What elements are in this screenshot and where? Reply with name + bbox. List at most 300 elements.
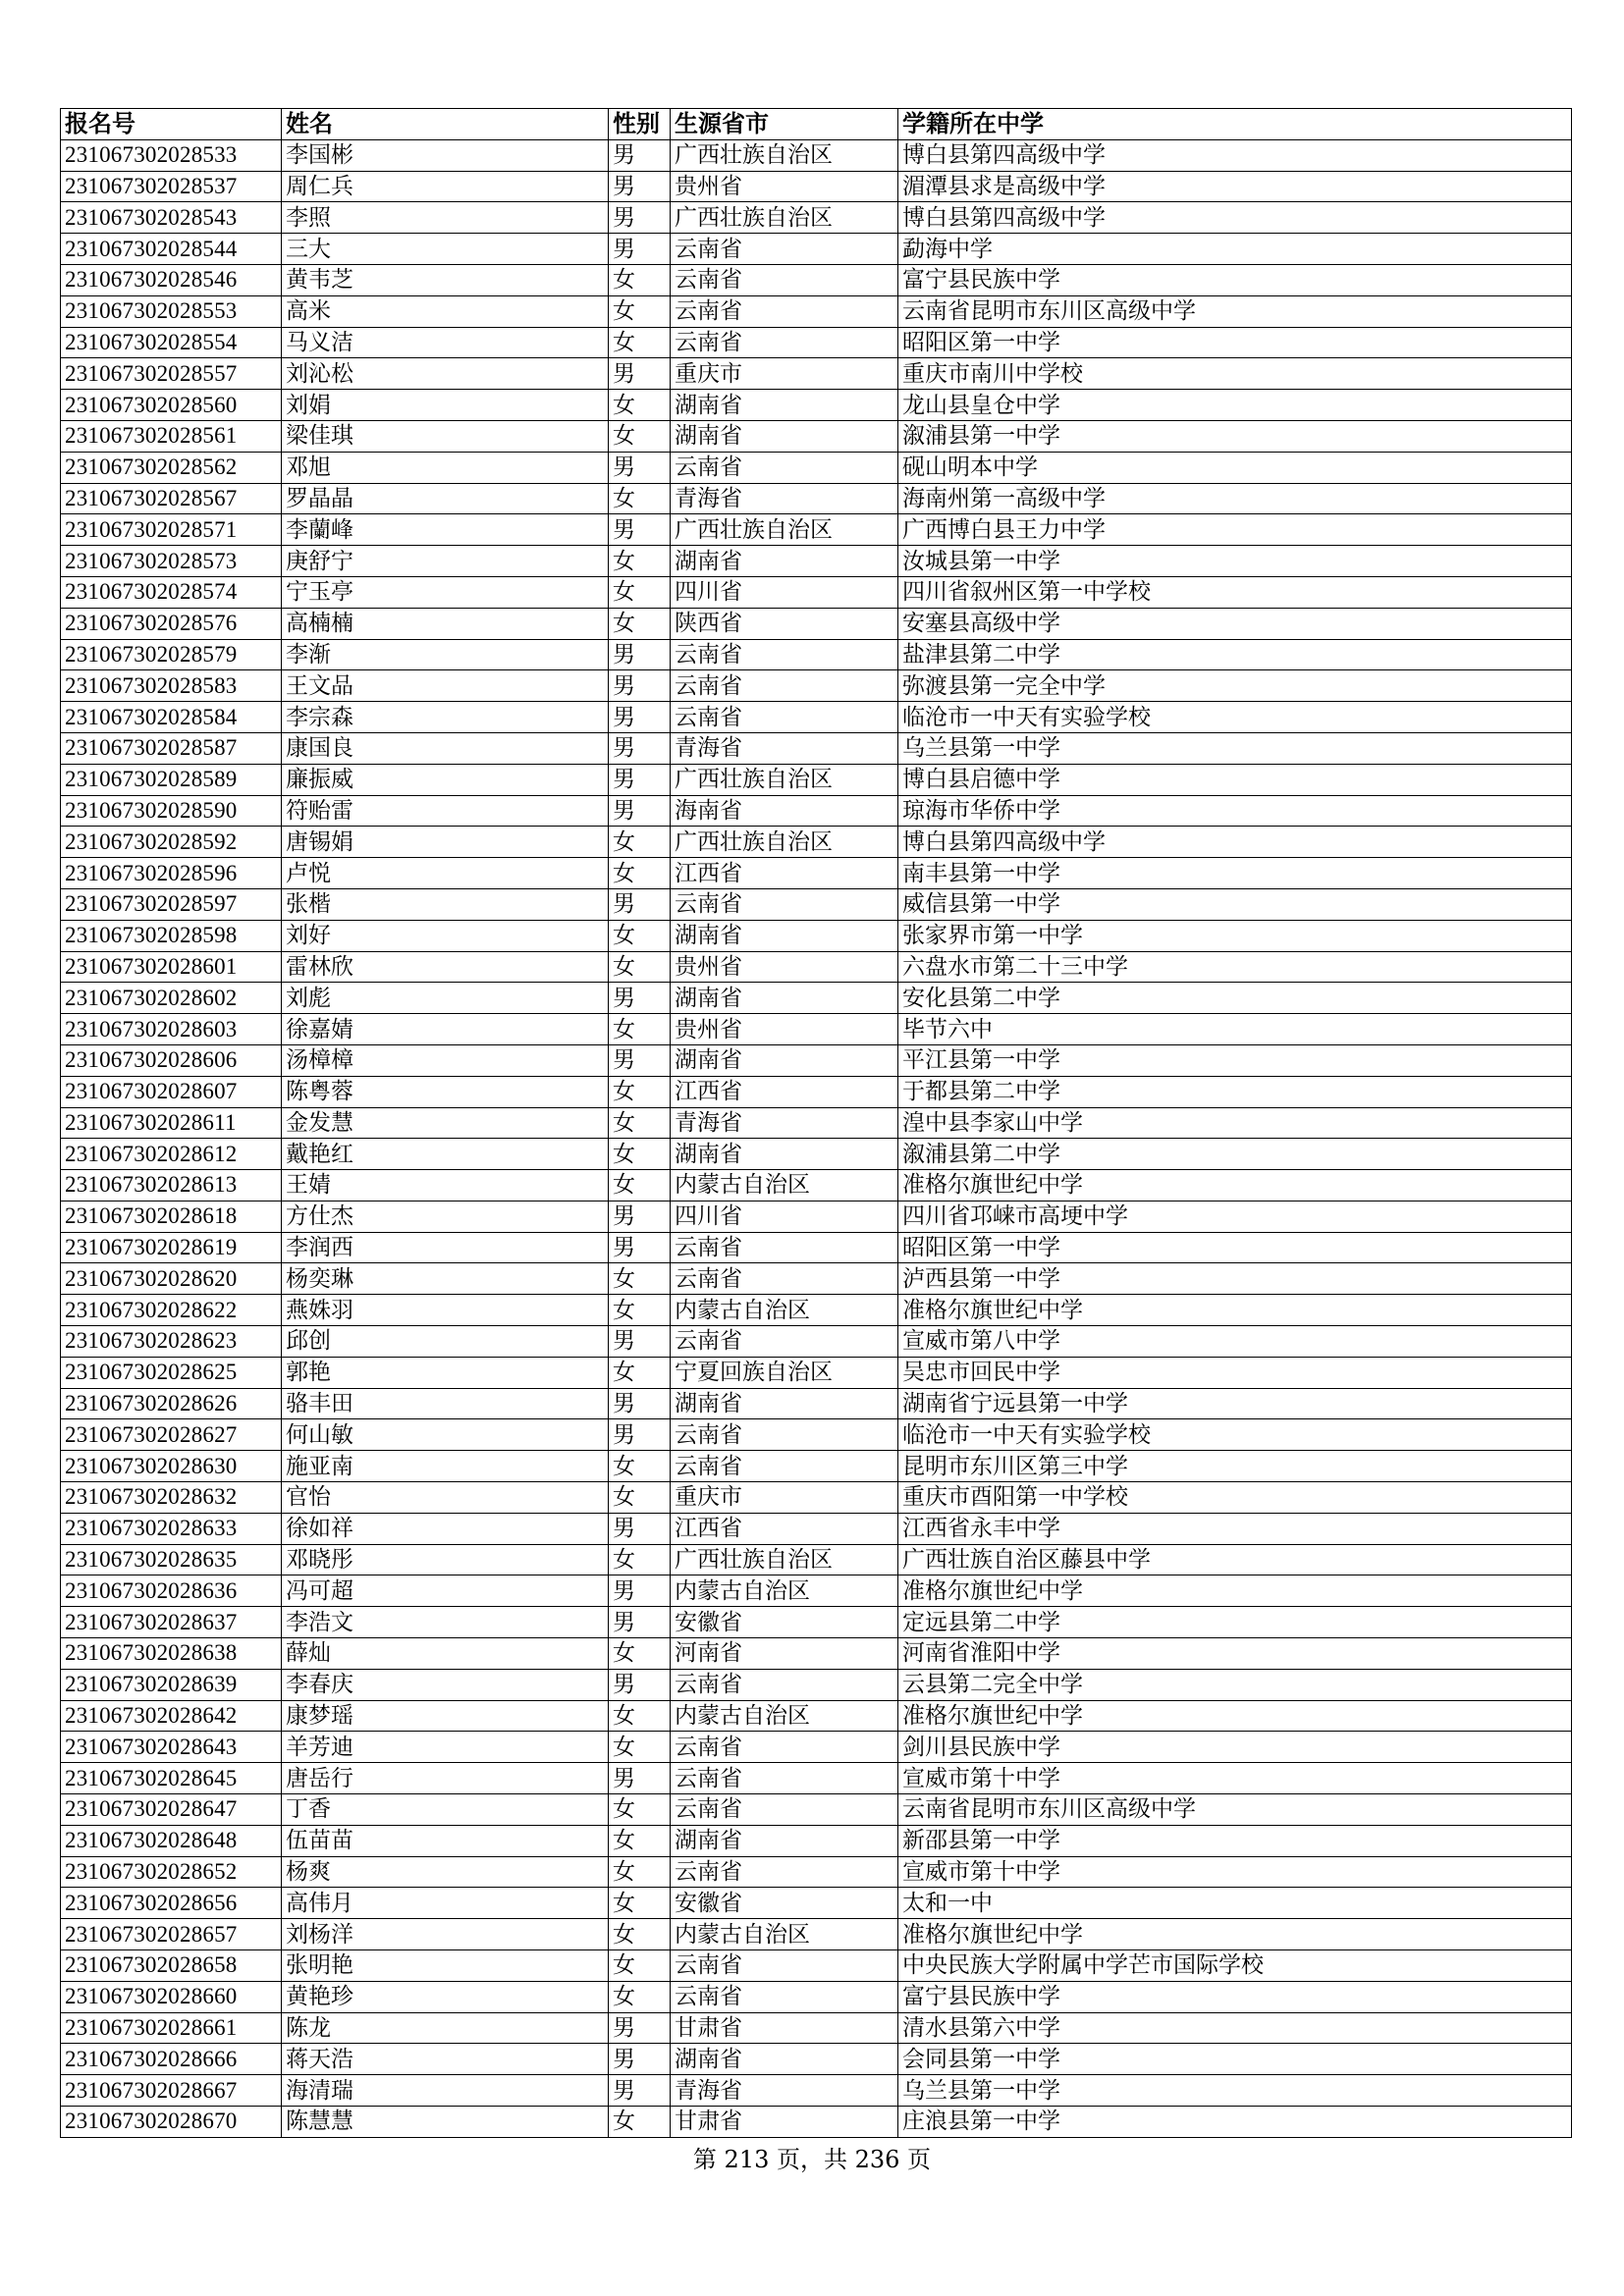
header-origin-province: 生源省市 xyxy=(671,109,898,140)
cell-registration-number: 231067302028561 xyxy=(61,420,282,452)
table-row xyxy=(61,2107,1572,2138)
cell-gender: 女 xyxy=(609,1139,671,1170)
cell-school: 云南省昆明市东川区高级中学 xyxy=(898,1794,1572,1826)
cell-registration-number: 231067302028603 xyxy=(61,1014,282,1045)
table-row xyxy=(61,1888,1572,1919)
cell-school: 海南州第一高级中学 xyxy=(898,483,1572,514)
cell-registration-number: 231067302028562 xyxy=(61,452,282,483)
table-row xyxy=(61,1544,1572,1575)
table-row xyxy=(61,1419,1572,1451)
cell-origin-province: 江西省 xyxy=(671,1513,898,1544)
cell-school: 乌兰县第一中学 xyxy=(898,732,1572,764)
table-row xyxy=(61,1076,1572,1107)
cell-origin-province: 湖南省 xyxy=(671,420,898,452)
cell-school: 云南省昆明市东川区高级中学 xyxy=(898,295,1572,327)
cell-registration-number: 231067302028589 xyxy=(61,764,282,795)
cell-gender: 男 xyxy=(609,1201,671,1232)
cell-gender: 女 xyxy=(609,327,671,358)
cell-origin-province: 四川省 xyxy=(671,1201,898,1232)
cell-registration-number: 231067302028645 xyxy=(61,1763,282,1794)
cell-origin-province: 云南省 xyxy=(671,1326,898,1358)
cell-name: 康梦瑶 xyxy=(282,1700,609,1732)
cell-registration-number: 231067302028553 xyxy=(61,295,282,327)
table-row xyxy=(61,1139,1572,1170)
cell-school: 砚山明本中学 xyxy=(898,452,1572,483)
cell-registration-number: 231067302028630 xyxy=(61,1451,282,1482)
cell-origin-province: 青海省 xyxy=(671,2075,898,2107)
cell-gender: 女 xyxy=(609,1544,671,1575)
cell-origin-province: 湖南省 xyxy=(671,1825,898,1856)
cell-school: 琼海市华侨中学 xyxy=(898,795,1572,827)
cell-name: 李蘭峰 xyxy=(282,514,609,546)
cell-registration-number: 231067302028642 xyxy=(61,1700,282,1732)
cell-origin-province: 内蒙古自治区 xyxy=(671,1700,898,1732)
cell-gender: 女 xyxy=(609,1888,671,1919)
cell-name: 三大 xyxy=(282,234,609,265)
cell-school: 太和一中 xyxy=(898,1888,1572,1919)
cell-origin-province: 广西壮族自治区 xyxy=(671,202,898,234)
cell-registration-number: 231067302028598 xyxy=(61,920,282,951)
cell-gender: 女 xyxy=(609,2107,671,2138)
cell-gender: 男 xyxy=(609,1388,671,1419)
cell-school: 张家界市第一中学 xyxy=(898,920,1572,951)
cell-name: 骆丰田 xyxy=(282,1388,609,1419)
cell-name: 金发慧 xyxy=(282,1107,609,1139)
table-row xyxy=(61,951,1572,983)
cell-school: 河南省淮阳中学 xyxy=(898,1638,1572,1670)
cell-origin-province: 湖南省 xyxy=(671,1139,898,1170)
table-row xyxy=(61,1794,1572,1826)
cell-registration-number: 231067302028666 xyxy=(61,2044,282,2075)
cell-gender: 女 xyxy=(609,390,671,421)
cell-school: 临沧市一中天有实验学校 xyxy=(898,1419,1572,1451)
cell-registration-number: 231067302028622 xyxy=(61,1295,282,1326)
cell-school: 宣威市第八中学 xyxy=(898,1326,1572,1358)
cell-origin-province: 云南省 xyxy=(671,264,898,295)
cell-gender: 女 xyxy=(609,1451,671,1482)
cell-school: 江西省永丰中学 xyxy=(898,1513,1572,1544)
cell-gender: 男 xyxy=(609,1326,671,1358)
cell-gender: 男 xyxy=(609,358,671,390)
cell-origin-province: 广西壮族自治区 xyxy=(671,139,898,171)
cell-origin-province: 广西壮族自治区 xyxy=(671,764,898,795)
cell-school: 四川省叙州区第一中学校 xyxy=(898,576,1572,608)
cell-origin-province: 重庆市 xyxy=(671,1482,898,1514)
table-row xyxy=(61,732,1572,764)
cell-school: 吴忠市回民中学 xyxy=(898,1357,1572,1388)
table-body xyxy=(61,139,1572,2137)
cell-registration-number: 231067302028639 xyxy=(61,1669,282,1700)
cell-origin-province: 湖南省 xyxy=(671,546,898,577)
cell-name: 徐如祥 xyxy=(282,1513,609,1544)
cell-name: 宁玉亭 xyxy=(282,576,609,608)
cell-registration-number: 231067302028632 xyxy=(61,1482,282,1514)
cell-name: 刘沁松 xyxy=(282,358,609,390)
cell-name: 丁香 xyxy=(282,1794,609,1826)
cell-origin-province: 云南省 xyxy=(671,1950,898,1982)
header-school: 学籍所在中学 xyxy=(898,109,1572,140)
cell-name: 杨奕琳 xyxy=(282,1263,609,1295)
cell-origin-province: 广西壮族自治区 xyxy=(671,1544,898,1575)
cell-name: 杨爽 xyxy=(282,1856,609,1888)
cell-school: 准格尔旗世纪中学 xyxy=(898,1170,1572,1201)
cell-origin-province: 青海省 xyxy=(671,1107,898,1139)
cell-gender: 男 xyxy=(609,171,671,202)
cell-name: 官怡 xyxy=(282,1482,609,1514)
table-row xyxy=(61,390,1572,421)
table-row xyxy=(61,1919,1572,1950)
table-row xyxy=(61,2012,1572,2044)
cell-registration-number: 231067302028590 xyxy=(61,795,282,827)
cell-school: 博白县第四高级中学 xyxy=(898,202,1572,234)
table-row xyxy=(61,1326,1572,1358)
cell-school: 乌兰县第一中学 xyxy=(898,2075,1572,2107)
cell-name: 羊芳迪 xyxy=(282,1732,609,1763)
cell-name: 邓晓彤 xyxy=(282,1544,609,1575)
table-row xyxy=(61,1669,1572,1700)
cell-registration-number: 231067302028579 xyxy=(61,639,282,670)
cell-name: 方仕杰 xyxy=(282,1201,609,1232)
table-row xyxy=(61,1295,1572,1326)
cell-gender: 女 xyxy=(609,420,671,452)
table-row xyxy=(61,1513,1572,1544)
cell-registration-number: 231067302028633 xyxy=(61,1513,282,1544)
table-row xyxy=(61,1981,1572,2012)
cell-registration-number: 231067302028560 xyxy=(61,390,282,421)
cell-school: 湟中县李家山中学 xyxy=(898,1107,1572,1139)
cell-school: 清水县第六中学 xyxy=(898,2012,1572,2044)
table-row xyxy=(61,1107,1572,1139)
cell-name: 刘彪 xyxy=(282,983,609,1014)
cell-school: 平江县第一中学 xyxy=(898,1044,1572,1076)
cell-origin-province: 重庆市 xyxy=(671,358,898,390)
cell-origin-province: 湖南省 xyxy=(671,920,898,951)
cell-school: 庄浪县第一中学 xyxy=(898,2107,1572,2138)
table-row xyxy=(61,795,1572,827)
cell-school: 中央民族大学附属中学芒市国际学校 xyxy=(898,1950,1572,1982)
table-row xyxy=(61,1451,1572,1482)
cell-gender: 男 xyxy=(609,1763,671,1794)
table-row xyxy=(61,139,1572,171)
cell-school: 湖南省宁远县第一中学 xyxy=(898,1388,1572,1419)
cell-origin-province: 内蒙古自治区 xyxy=(671,1170,898,1201)
cell-gender: 男 xyxy=(609,1232,671,1263)
cell-gender: 女 xyxy=(609,1638,671,1670)
cell-gender: 女 xyxy=(609,608,671,639)
admission-list-table xyxy=(60,108,1572,2138)
cell-origin-province: 江西省 xyxy=(671,858,898,889)
cell-registration-number: 231067302028597 xyxy=(61,888,282,920)
cell-registration-number: 231067302028533 xyxy=(61,139,282,171)
table-row xyxy=(61,1014,1572,1045)
cell-origin-province: 云南省 xyxy=(671,1763,898,1794)
cell-origin-province: 云南省 xyxy=(671,1232,898,1263)
cell-origin-province: 安徽省 xyxy=(671,1888,898,1919)
cell-gender: 女 xyxy=(609,1856,671,1888)
cell-gender: 男 xyxy=(609,1607,671,1638)
table-row xyxy=(61,1700,1572,1732)
cell-name: 卢悦 xyxy=(282,858,609,889)
cell-registration-number: 231067302028546 xyxy=(61,264,282,295)
cell-school: 威信县第一中学 xyxy=(898,888,1572,920)
cell-school: 临沧市一中天有实验学校 xyxy=(898,702,1572,733)
table-row xyxy=(61,858,1572,889)
table-row xyxy=(61,264,1572,295)
header-gender: 性别 xyxy=(609,109,671,140)
cell-name: 梁佳琪 xyxy=(282,420,609,452)
cell-origin-province: 河南省 xyxy=(671,1638,898,1670)
cell-name: 陈慧慧 xyxy=(282,2107,609,2138)
cell-name: 刘好 xyxy=(282,920,609,951)
cell-school: 剑川县民族中学 xyxy=(898,1732,1572,1763)
cell-gender: 女 xyxy=(609,1950,671,1982)
cell-origin-province: 海南省 xyxy=(671,795,898,827)
cell-name: 黄艳珍 xyxy=(282,1981,609,2012)
cell-name: 唐岳行 xyxy=(282,1763,609,1794)
table-row xyxy=(61,514,1572,546)
cell-registration-number: 231067302028625 xyxy=(61,1357,282,1388)
cell-registration-number: 231067302028635 xyxy=(61,1544,282,1575)
cell-registration-number: 231067302028656 xyxy=(61,1888,282,1919)
cell-school: 准格尔旗世纪中学 xyxy=(898,1700,1572,1732)
cell-origin-province: 青海省 xyxy=(671,732,898,764)
cell-registration-number: 231067302028627 xyxy=(61,1419,282,1451)
cell-registration-number: 231067302028657 xyxy=(61,1919,282,1950)
cell-registration-number: 231067302028638 xyxy=(61,1638,282,1670)
table-row xyxy=(61,1170,1572,1201)
cell-registration-number: 231067302028537 xyxy=(61,171,282,202)
table-row xyxy=(61,670,1572,702)
cell-registration-number: 231067302028611 xyxy=(61,1107,282,1139)
table-row xyxy=(61,420,1572,452)
cell-name: 张明艳 xyxy=(282,1950,609,1982)
cell-gender: 女 xyxy=(609,1981,671,2012)
cell-gender: 男 xyxy=(609,2044,671,2075)
cell-origin-province: 云南省 xyxy=(671,1669,898,1700)
cell-school: 南丰县第一中学 xyxy=(898,858,1572,889)
table-row xyxy=(61,1232,1572,1263)
cell-gender: 男 xyxy=(609,202,671,234)
cell-gender: 男 xyxy=(609,983,671,1014)
cell-gender: 女 xyxy=(609,1732,671,1763)
cell-origin-province: 云南省 xyxy=(671,295,898,327)
cell-name: 薛灿 xyxy=(282,1638,609,1670)
cell-origin-province: 贵州省 xyxy=(671,951,898,983)
cell-school: 准格尔旗世纪中学 xyxy=(898,1919,1572,1950)
cell-origin-province: 云南省 xyxy=(671,1856,898,1888)
cell-origin-province: 云南省 xyxy=(671,452,898,483)
cell-name: 陈粤蓉 xyxy=(282,1076,609,1107)
cell-origin-province: 云南省 xyxy=(671,1419,898,1451)
cell-gender: 男 xyxy=(609,1513,671,1544)
cell-school: 重庆市酉阳第一中学校 xyxy=(898,1482,1572,1514)
cell-origin-province: 甘肃省 xyxy=(671,2012,898,2044)
table-row xyxy=(61,576,1572,608)
cell-registration-number: 231067302028647 xyxy=(61,1794,282,1826)
cell-gender: 女 xyxy=(609,1357,671,1388)
cell-name: 李照 xyxy=(282,202,609,234)
table-row xyxy=(61,295,1572,327)
cell-origin-province: 云南省 xyxy=(671,888,898,920)
cell-name: 刘娟 xyxy=(282,390,609,421)
cell-school: 重庆市南川中学校 xyxy=(898,358,1572,390)
cell-gender: 男 xyxy=(609,1575,671,1607)
cell-school: 定远县第二中学 xyxy=(898,1607,1572,1638)
cell-origin-province: 湖南省 xyxy=(671,1044,898,1076)
cell-name: 黄韦芝 xyxy=(282,264,609,295)
cell-gender: 男 xyxy=(609,514,671,546)
table-row xyxy=(61,1638,1572,1670)
cell-name: 庚舒宁 xyxy=(282,546,609,577)
cell-school: 昭阳区第一中学 xyxy=(898,327,1572,358)
cell-school: 六盘水市第二十三中学 xyxy=(898,951,1572,983)
cell-registration-number: 231067302028544 xyxy=(61,234,282,265)
table-row xyxy=(61,764,1572,795)
cell-gender: 男 xyxy=(609,888,671,920)
cell-registration-number: 231067302028618 xyxy=(61,1201,282,1232)
cell-name: 李国彬 xyxy=(282,139,609,171)
cell-school: 博白县第四高级中学 xyxy=(898,139,1572,171)
cell-school: 富宁县民族中学 xyxy=(898,264,1572,295)
cell-registration-number: 231067302028584 xyxy=(61,702,282,733)
cell-name: 王文品 xyxy=(282,670,609,702)
cell-name: 郭艳 xyxy=(282,1357,609,1388)
cell-gender: 男 xyxy=(609,2012,671,2044)
cell-school: 溆浦县第二中学 xyxy=(898,1139,1572,1170)
table-row xyxy=(61,1263,1572,1295)
cell-registration-number: 231067302028606 xyxy=(61,1044,282,1076)
cell-name: 王婧 xyxy=(282,1170,609,1201)
table-row xyxy=(61,1607,1572,1638)
cell-gender: 男 xyxy=(609,2075,671,2107)
cell-name: 汤樟樟 xyxy=(282,1044,609,1076)
cell-registration-number: 231067302028613 xyxy=(61,1170,282,1201)
cell-origin-province: 云南省 xyxy=(671,639,898,670)
header-registration-number: 报名号 xyxy=(61,109,282,140)
cell-origin-province: 内蒙古自治区 xyxy=(671,1575,898,1607)
cell-name: 周仁兵 xyxy=(282,171,609,202)
cell-origin-province: 甘肃省 xyxy=(671,2107,898,2138)
cell-name: 雷林欣 xyxy=(282,951,609,983)
cell-name: 伍苗苗 xyxy=(282,1825,609,1856)
cell-name: 廉振威 xyxy=(282,764,609,795)
cell-school: 昆明市东川区第三中学 xyxy=(898,1451,1572,1482)
cell-gender: 女 xyxy=(609,1794,671,1826)
cell-origin-province: 云南省 xyxy=(671,702,898,733)
cell-name: 李渐 xyxy=(282,639,609,670)
table-row xyxy=(61,2075,1572,2107)
cell-school: 龙山县皇仓中学 xyxy=(898,390,1572,421)
cell-name: 符贻雷 xyxy=(282,795,609,827)
cell-origin-province: 四川省 xyxy=(671,576,898,608)
cell-origin-province: 江西省 xyxy=(671,1076,898,1107)
cell-gender: 女 xyxy=(609,576,671,608)
cell-registration-number: 231067302028573 xyxy=(61,546,282,577)
cell-gender: 男 xyxy=(609,234,671,265)
cell-name: 高伟月 xyxy=(282,1888,609,1919)
cell-school: 汝城县第一中学 xyxy=(898,546,1572,577)
cell-gender: 女 xyxy=(609,951,671,983)
table-row xyxy=(61,827,1572,858)
cell-school: 广西博白县王力中学 xyxy=(898,514,1572,546)
cell-school: 富宁县民族中学 xyxy=(898,1981,1572,2012)
cell-school: 宣威市第十中学 xyxy=(898,1856,1572,1888)
cell-registration-number: 231067302028554 xyxy=(61,327,282,358)
cell-origin-province: 湖南省 xyxy=(671,390,898,421)
cell-origin-province: 湖南省 xyxy=(671,2044,898,2075)
cell-gender: 男 xyxy=(609,670,671,702)
cell-school: 溆浦县第一中学 xyxy=(898,420,1572,452)
table-row xyxy=(61,327,1572,358)
cell-school: 云县第二完全中学 xyxy=(898,1669,1572,1700)
cell-gender: 女 xyxy=(609,858,671,889)
table-row xyxy=(61,983,1572,1014)
cell-gender: 女 xyxy=(609,1825,671,1856)
cell-name: 李浩文 xyxy=(282,1607,609,1638)
cell-origin-province: 贵州省 xyxy=(671,1014,898,1045)
cell-name: 徐嘉婧 xyxy=(282,1014,609,1045)
cell-gender: 女 xyxy=(609,827,671,858)
page-number-footer: 第 213 页，共 236 页 xyxy=(692,2146,932,2173)
cell-name: 冯可超 xyxy=(282,1575,609,1607)
cell-gender: 女 xyxy=(609,295,671,327)
table-row xyxy=(61,234,1572,265)
cell-registration-number: 231067302028574 xyxy=(61,576,282,608)
cell-origin-province: 云南省 xyxy=(671,234,898,265)
cell-school: 准格尔旗世纪中学 xyxy=(898,1295,1572,1326)
cell-registration-number: 231067302028648 xyxy=(61,1825,282,1856)
table-row xyxy=(61,1950,1572,1982)
cell-gender: 女 xyxy=(609,483,671,514)
cell-name: 罗晶晶 xyxy=(282,483,609,514)
cell-registration-number: 231067302028571 xyxy=(61,514,282,546)
cell-registration-number: 231067302028620 xyxy=(61,1263,282,1295)
cell-name: 邓旭 xyxy=(282,452,609,483)
cell-school: 博白县启德中学 xyxy=(898,764,1572,795)
cell-gender: 男 xyxy=(609,1419,671,1451)
cell-registration-number: 231067302028607 xyxy=(61,1076,282,1107)
cell-origin-province: 云南省 xyxy=(671,327,898,358)
cell-gender: 女 xyxy=(609,264,671,295)
cell-gender: 女 xyxy=(609,1014,671,1045)
cell-gender: 男 xyxy=(609,452,671,483)
cell-name: 刘杨洋 xyxy=(282,1919,609,1950)
cell-gender: 男 xyxy=(609,139,671,171)
table-row xyxy=(61,358,1572,390)
cell-name: 戴艳红 xyxy=(282,1139,609,1170)
cell-name: 康国良 xyxy=(282,732,609,764)
cell-school: 安塞县高级中学 xyxy=(898,608,1572,639)
cell-origin-province: 云南省 xyxy=(671,1981,898,2012)
cell-gender: 女 xyxy=(609,1170,671,1201)
cell-school: 盐津县第二中学 xyxy=(898,639,1572,670)
cell-name: 邱创 xyxy=(282,1326,609,1358)
cell-school: 于都县第二中学 xyxy=(898,1076,1572,1107)
cell-registration-number: 231067302028543 xyxy=(61,202,282,234)
cell-name: 唐锡娟 xyxy=(282,827,609,858)
cell-school: 广西壮族自治区藤县中学 xyxy=(898,1544,1572,1575)
table-row xyxy=(61,546,1572,577)
cell-gender: 男 xyxy=(609,732,671,764)
cell-registration-number: 231067302028612 xyxy=(61,1139,282,1170)
cell-school: 宣威市第十中学 xyxy=(898,1763,1572,1794)
cell-registration-number: 231067302028619 xyxy=(61,1232,282,1263)
cell-name: 施亚南 xyxy=(282,1451,609,1482)
cell-gender: 女 xyxy=(609,1700,671,1732)
cell-registration-number: 231067302028583 xyxy=(61,670,282,702)
cell-registration-number: 231067302028670 xyxy=(61,2107,282,2138)
table-row xyxy=(61,202,1572,234)
